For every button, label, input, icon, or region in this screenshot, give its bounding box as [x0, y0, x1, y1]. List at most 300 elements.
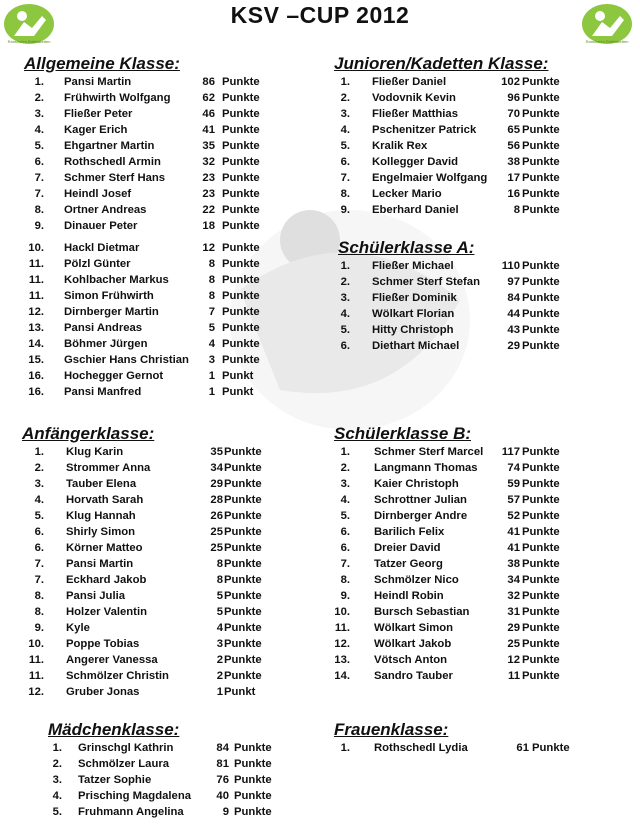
athlete-name: Hitty Christoph [372, 324, 454, 336]
points-value: 25 [210, 526, 223, 538]
ranking-row [22, 636, 314, 652]
points-unit: Punkte [224, 654, 262, 666]
athlete-name: Böhmer Jürgen [64, 338, 148, 350]
points-unit: Punkte [522, 340, 560, 352]
points-value: 17 [507, 172, 520, 184]
athlete-name: Fließer Peter [64, 108, 133, 120]
points-unit: Punkte [522, 654, 560, 666]
athlete-name: Pansi Martin [64, 76, 132, 88]
athlete-name: Schmer Sterf Hans [64, 172, 166, 184]
points-unit: Punkte [224, 622, 262, 634]
points-unit: Punkt [224, 686, 256, 698]
points-value: 12 [202, 242, 215, 254]
rank: 3. [52, 774, 62, 786]
ranking-row [24, 218, 314, 234]
points-value: 8 [208, 290, 215, 302]
rank: 3. [340, 292, 350, 304]
points-value: 35 [202, 140, 215, 152]
athlete-name: Sandro Tauber [374, 670, 453, 682]
ranking-row [334, 154, 634, 170]
athlete-name: Wölkart Florian [372, 308, 455, 320]
rank: 14. [334, 670, 350, 682]
rank: 10. [28, 638, 44, 650]
points-unit: Punkte [522, 276, 560, 288]
points-unit: Punkte [224, 670, 262, 682]
ranking-row [24, 186, 314, 202]
rank: 8. [34, 606, 44, 618]
ranking-row [334, 122, 634, 138]
section-title: Allgemeine Klasse: [24, 54, 180, 73]
athlete-name: Tauber Elena [66, 478, 137, 490]
points-unit: Punkte [224, 638, 262, 650]
athlete-name: Grinschgl Kathrin [78, 742, 174, 754]
athlete-name: Kager Erich [64, 124, 128, 136]
points-unit: Punkte [522, 108, 560, 120]
athlete-name: Dirnberger Martin [64, 306, 159, 318]
ranking-row [338, 258, 634, 274]
ranking-row [22, 540, 314, 556]
points-value: 11 [508, 670, 520, 682]
athlete-name: Barilich Felix [374, 526, 445, 538]
rank: 8. [340, 574, 350, 586]
points-unit: Punkte [224, 542, 262, 554]
points-value: 117 [501, 446, 520, 458]
points-unit: Punkte [234, 742, 272, 754]
athlete-name: Hackl Dietmar [64, 242, 140, 254]
points-unit: Punkte [224, 510, 262, 522]
ranking-row [334, 524, 634, 540]
points-value: 31 [507, 606, 520, 618]
rank: 8. [340, 188, 350, 200]
points-value: 38 [507, 558, 520, 570]
athlete-name: Shirly Simon [66, 526, 136, 538]
points-unit: Punkte [522, 188, 560, 200]
points-unit: Punkte [522, 308, 560, 320]
rank: 3. [340, 108, 350, 120]
athlete-name: Schmölzer Christin [66, 670, 169, 682]
ranking-row [334, 588, 634, 604]
points-unit: Punkte [222, 188, 260, 200]
points-value: 29 [507, 340, 520, 352]
athlete-name: Gruber Jonas [66, 686, 140, 698]
rank: 15. [28, 354, 44, 366]
ranking-row [334, 508, 634, 524]
points-value: 3 [208, 354, 215, 366]
rank: 1. [340, 446, 350, 458]
ranking-row [334, 202, 634, 218]
ranking-row [48, 756, 318, 772]
points-value: 7 [208, 306, 215, 318]
points-unit: Punkte [522, 260, 560, 272]
ranking-row [334, 186, 634, 202]
points-value: 59 [507, 478, 520, 490]
ranking-row [338, 290, 634, 306]
section-maedchenklasse [48, 720, 318, 820]
athlete-name: Ortner Andreas [64, 204, 147, 216]
rank: 4. [340, 124, 350, 136]
ranking-row [334, 636, 634, 652]
rank: 1. [340, 260, 350, 272]
ranking-row [334, 652, 634, 668]
rank: 2. [34, 462, 44, 474]
athlete-name: Pölzl Günter [64, 258, 131, 270]
section-title: Schülerklasse A: [338, 238, 475, 257]
points-value: 9 [222, 806, 229, 818]
ranking-row [22, 460, 314, 476]
athlete-name: Lecker Mario [372, 188, 442, 200]
points-unit: Punkte [224, 590, 262, 602]
ranking-row [24, 384, 314, 400]
rank: 5. [340, 324, 350, 336]
points-unit: Punkte [224, 446, 262, 458]
athlete-name: Fruhmann Angelina [78, 806, 184, 818]
points-unit: Punkte [522, 638, 560, 650]
points-unit: Punkte [522, 140, 560, 152]
ranking-row [24, 336, 314, 352]
points-unit: Punkte [224, 494, 262, 506]
athlete-name: Holzer Valentin [66, 606, 147, 618]
ranking-row [22, 588, 314, 604]
points-value: 43 [507, 324, 520, 336]
points-unit: Punkte [522, 494, 560, 506]
athlete-name: Klug Karin [66, 446, 124, 458]
athlete-name: Frühwirth Wolfgang [64, 92, 171, 104]
points-unit: Punkte [522, 622, 560, 634]
rank: 6. [340, 526, 350, 538]
points-value: 110 [501, 260, 520, 272]
ranking-row [22, 508, 314, 524]
ranking-row [334, 492, 634, 508]
points-value: 3 [216, 638, 223, 650]
rank: 4. [340, 308, 350, 320]
rank: 8. [34, 590, 44, 602]
athlete-name: Kollegger David [372, 156, 459, 168]
ranking-row [334, 138, 634, 154]
rank: 13. [334, 654, 350, 666]
points-value: 38 [507, 156, 520, 168]
rank: 11. [28, 654, 44, 666]
ranking-row [24, 368, 314, 384]
ranking-row [334, 170, 634, 186]
ranking-row [24, 288, 314, 304]
rank: 1. [34, 76, 44, 88]
points-value: 86 [202, 76, 215, 88]
points-value: 102 [501, 76, 520, 88]
athlete-name: Ehgartner Martin [64, 140, 155, 152]
ranking-row [24, 106, 314, 122]
athlete-name: Gschier Hans Christian [64, 354, 189, 366]
athlete-name: Prisching Magdalena [78, 790, 191, 802]
points-unit: Punkte [522, 324, 560, 336]
rank: 2. [340, 276, 350, 288]
points-value: 8 [208, 258, 215, 270]
athlete-name: Dinauer Peter [64, 220, 138, 232]
rank: 10. [28, 242, 44, 254]
points-unit: Punkte [224, 558, 262, 570]
athlete-name: Dirnberger Andre [374, 510, 468, 522]
ranking-row [334, 540, 634, 556]
points-value: 84 [507, 292, 520, 304]
ranking-row [24, 170, 314, 186]
rank: 4. [340, 494, 350, 506]
points-unit: Punkte [222, 306, 260, 318]
rank: 9. [340, 204, 350, 216]
points-value: 25 [507, 638, 520, 650]
points-unit: Punkte [234, 774, 272, 786]
ranking-row [24, 304, 314, 320]
rank: 11. [28, 258, 44, 270]
points-unit: Punkte [222, 140, 260, 152]
points-value: 23 [202, 188, 215, 200]
rank: 6. [340, 156, 350, 168]
points-unit: Punkte [522, 124, 560, 136]
athlete-name: Schmölzer Nico [374, 574, 459, 586]
rank: 11. [28, 274, 44, 286]
ranking-row [24, 154, 314, 170]
rank: 11. [28, 670, 44, 682]
points-value: 16 [507, 188, 520, 200]
athlete-name: Eckhard Jakob [66, 574, 147, 586]
points-unit: Punkte [222, 108, 260, 120]
ranking-row [22, 492, 314, 508]
athlete-name: Simon Frühwirth [64, 290, 154, 302]
rank: 9. [340, 590, 350, 602]
points-value: 74 [507, 462, 520, 474]
ranking-row [334, 572, 634, 588]
athlete-name: Rothschedl Lydia [374, 742, 468, 754]
rank: 2. [52, 758, 62, 770]
ranking-row [22, 620, 314, 636]
ranking-row [48, 772, 318, 788]
section-title: Schülerklasse B: [334, 424, 472, 443]
points-unit: Punkte [234, 806, 272, 818]
points-value: 97 [507, 276, 520, 288]
points-value: 8 [216, 574, 223, 586]
points-unit: Punkte [522, 92, 560, 104]
athlete-name: Dreier David [374, 542, 441, 554]
athlete-name: Heindl Robin [374, 590, 444, 602]
ranking-row [338, 306, 634, 322]
points-value: 57 [507, 494, 520, 506]
ranking-row [24, 256, 314, 272]
athlete-name: Pansi Julia [66, 590, 126, 602]
points-unit: Punkte [224, 478, 262, 490]
points-value: 23 [202, 172, 215, 184]
ranking-row [334, 740, 634, 756]
rank: 9. [34, 220, 44, 232]
points-unit: Punkte [224, 526, 262, 538]
athlete-name: Fließer Michael [372, 260, 454, 272]
ranking-row [24, 320, 314, 336]
points-value: 5 [216, 606, 223, 618]
ranking-row [338, 338, 634, 354]
rank: 2. [340, 462, 350, 474]
points-value: 2 [216, 654, 223, 666]
rank: 1. [340, 742, 350, 754]
rank: 12. [28, 306, 44, 318]
rank: 13. [28, 322, 44, 334]
section-schuelerklasse-a [338, 238, 634, 354]
points-unit: Punkte [224, 606, 262, 618]
points-value: 2 [216, 670, 223, 682]
points-value: 4 [208, 338, 215, 350]
ranking-row [24, 240, 314, 256]
athlete-name: Pansi Andreas [64, 322, 143, 334]
athlete-name: Rothschedl Armin [64, 156, 161, 168]
points-value: 4 [216, 622, 223, 634]
rank: 11. [334, 622, 350, 634]
points-unit: Punkte [522, 462, 560, 474]
points-unit: Punkte [222, 156, 260, 168]
rank: 3. [34, 108, 44, 120]
points-unit: Punkt [222, 370, 254, 382]
points-value: 41 [507, 526, 520, 538]
points-value: 26 [210, 510, 223, 522]
points-value: 8 [216, 558, 223, 570]
points-unit: Punkte [522, 670, 560, 682]
rank: 12. [28, 686, 44, 698]
ranking-row [24, 122, 314, 138]
athlete-name: Wölkart Simon [374, 622, 454, 634]
rank: 6. [34, 156, 44, 168]
athlete-name: Pschenitzer Patrick [372, 124, 477, 136]
points-value: 76 [216, 774, 229, 786]
points-value: 1 [208, 370, 215, 382]
points-unit: Punkte [522, 478, 560, 490]
points-unit: Punkte [522, 510, 560, 522]
points-unit: Punkte [222, 274, 260, 286]
athlete-name: Schmölzer Laura [78, 758, 170, 770]
athlete-name: Heindl Josef [64, 188, 132, 200]
ranking-row [22, 444, 314, 460]
ranking-row [22, 668, 314, 684]
athlete-name: Langmann Thomas [374, 462, 478, 474]
rank: 1. [34, 446, 44, 458]
points-unit: Punkte [222, 322, 260, 334]
rank: 11. [28, 290, 44, 302]
athlete-name: Kaier Christoph [374, 478, 459, 490]
points-value: 35 [210, 446, 223, 458]
athlete-name: Engelmaier Wolfgang [372, 172, 488, 184]
athlete-name: Kohlbacher Markus [64, 274, 169, 286]
ranking-row [24, 202, 314, 218]
rank: 1. [340, 76, 350, 88]
points-value: 28 [210, 494, 223, 506]
rank: 6. [340, 542, 350, 554]
section-anfaengerklasse [22, 424, 314, 700]
points-unit: Punkte [222, 290, 260, 302]
section-schuelerklasse-b [334, 424, 634, 684]
page-title: KSV –CUP 2012 [230, 2, 410, 28]
ranking-row [338, 274, 634, 290]
athlete-name: Körner Matteo [66, 542, 143, 554]
points-unit: Punkte [222, 242, 260, 254]
rank: 2. [340, 92, 350, 104]
points-value: 56 [507, 140, 520, 152]
points-unit: Punkte [522, 590, 560, 602]
points-unit: Punkte [522, 558, 560, 570]
rank: 2. [34, 92, 44, 104]
athlete-name: Horvath Sarah [66, 494, 144, 506]
points-unit: Punkte [222, 76, 260, 88]
ranking-row [24, 90, 314, 106]
logo-caption-right: Ranshofen Raffelstetten [585, 39, 629, 44]
points-unit: Punkte [222, 220, 260, 232]
section-allgemeine-klasse [24, 54, 314, 400]
athlete-name: Tatzer Georg [374, 558, 443, 570]
points-value: 96 [507, 92, 520, 104]
rank: 7. [340, 172, 350, 184]
rank: 7. [34, 188, 44, 200]
rank: 3. [340, 478, 350, 490]
athlete-name: Fließer Dominik [372, 292, 457, 304]
rank: 7. [340, 558, 350, 570]
points-unit: Punkte [522, 204, 560, 216]
rank: 7. [34, 172, 44, 184]
points-unit: Punkte [522, 76, 560, 88]
athlete-name: Klug Hannah [66, 510, 136, 522]
ranking-row [22, 684, 314, 700]
athlete-name: Eberhard Daniel [372, 204, 459, 216]
section-frauenklasse [334, 720, 634, 756]
points-value: 34 [210, 462, 223, 474]
athlete-name: Angerer Vanessa [66, 654, 158, 666]
points-value: 8 [208, 274, 215, 286]
points-value: 52 [507, 510, 520, 522]
rank: 7. [34, 574, 44, 586]
points-value: 84 [216, 742, 229, 754]
athlete-name: Poppe Tobias [66, 638, 140, 650]
points-value: 44 [507, 308, 520, 320]
athlete-name: Fließer Daniel [372, 76, 447, 88]
athlete-name: Tatzer Sophie [78, 774, 152, 786]
ranking-row [48, 804, 318, 820]
points-value: 29 [507, 622, 520, 634]
athlete-name: Diethart Michael [372, 340, 460, 352]
athlete-name: Schmer Sterf Marcel [374, 446, 484, 458]
rank: 1. [52, 742, 62, 754]
ranking-row [24, 352, 314, 368]
points-unit: Punkte [522, 292, 560, 304]
points-value: 34 [507, 574, 520, 586]
points-value: 29 [210, 478, 223, 490]
ranking-row [334, 460, 634, 476]
points-unit: Punkte [522, 542, 560, 554]
ranking-row [334, 444, 634, 460]
ranking-row [22, 524, 314, 540]
rank: 5. [340, 510, 350, 522]
ranking-row [24, 74, 314, 90]
rank: 16. [28, 386, 44, 398]
ranking-row [334, 668, 634, 684]
ranking-row [24, 272, 314, 288]
points-unit: Punkte [222, 172, 260, 184]
athlete-name: Fließer Matthias [372, 108, 459, 120]
athlete-name: Pansi Manfred [64, 386, 142, 398]
section-title: Anfängerklasse: [22, 424, 155, 443]
points-unit: Punkte [522, 606, 560, 618]
ranking-row [22, 572, 314, 588]
points-value: 65 [507, 124, 520, 136]
ranking-row [334, 604, 634, 620]
rank: 5. [34, 510, 44, 522]
points-unit: Punkte [222, 354, 260, 366]
points-unit: Punkte [522, 156, 560, 168]
points-value: 41 [507, 542, 520, 554]
points-value: 46 [202, 108, 215, 120]
points-unit: Punkte [222, 204, 260, 216]
ranking-row [22, 556, 314, 572]
